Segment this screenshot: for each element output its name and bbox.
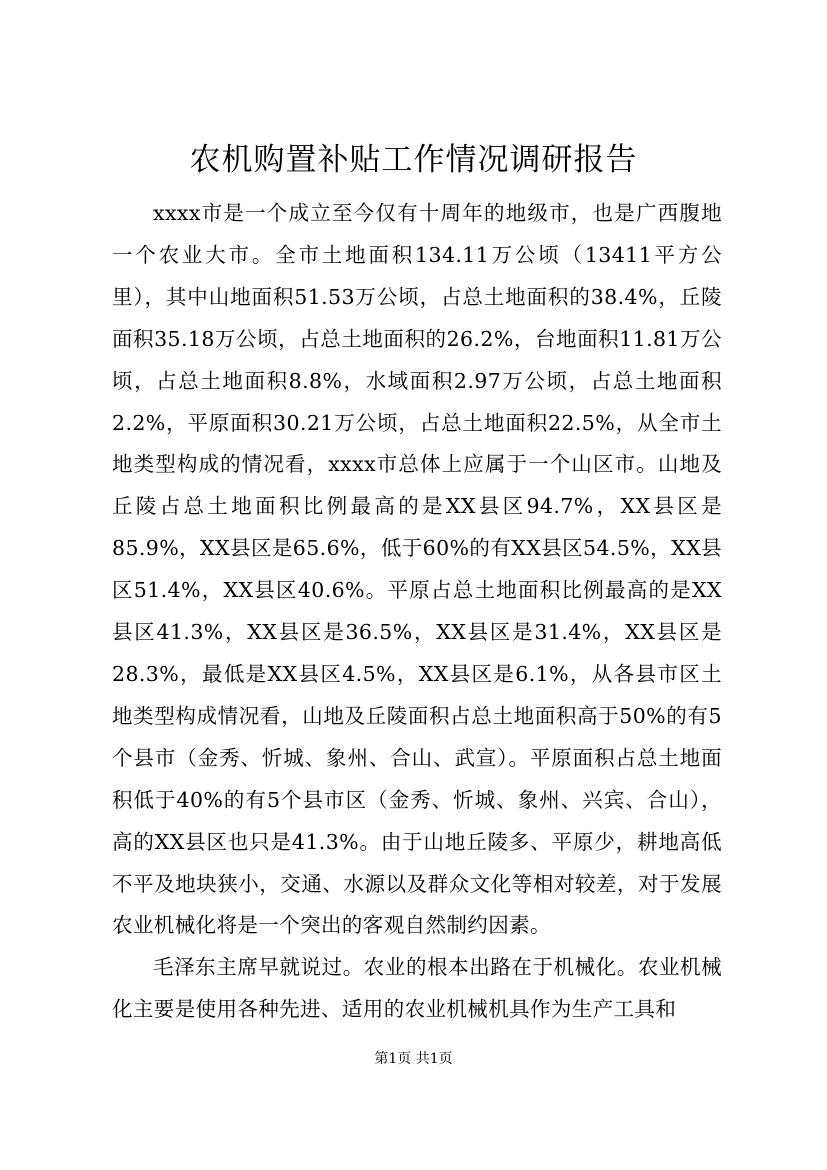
- document-body: [112, 193, 722, 1031]
- paragraph-land-overview: xxxx市是一个成立至今仅有十周年的地级市，也是广西腹地一个农业大市。全市土地面积134.11万公顷（13411平方公里），其中山地面积51.53万公顷，占总土地面积的38.4%，丘陵面积35.18万公顷，占总土地面积的26.2%，台地面积11.81万公顷，占总土地面积8.8%，水域面积2.97万公顷，占总土地面积2.2%，平原面积30.21万公顷，占总土地面积22.5%，从全市土地类型构成的情况看，xxxx市总体上应属于一个山区市。山地及丘陵占总土地面积比例最高的是XX县区94.7%，XX县区是85.9%，XX县区是65.6%，低于60%的有XX县区54.5%，XX县区51.4%，XX县区40.6%。平原占总土地面积比例最高的是XX县区41.3%，XX县区是36.5%，XX县区是31.4%，XX县区是28.3%，最低是XX县区4.5%，XX县区是6.1%，从各县市区土地类型构成情况看，山地及丘陵面积占总土地面积高于50%的有5个县市（金秀、忻城、象州、合山、武宣）。平原面积占总土地面积低于40%的有5个县市区（金秀、忻城、象州、兴宾、合山），高的XX县区也只是41.3%。由于山地丘陵多、平原少，耕地高低不平及地块狭小，交通、水源以及群众文化等相对较差，对于发展农业机械化将是一个突出的客观自然制约因素。: [112, 201, 722, 938]
- paragraph-mechanization: 毛泽东主席早就说过。农业的根本出路在于机械化。农业机械化主要是使用各种先进、适用的农业机械机具作为生产工具和: [112, 955, 722, 1022]
- page-footer: 第1页 共1页: [374, 1051, 453, 1067]
- document-title: 农机购置补贴工作情况调研报告: [189, 142, 638, 178]
